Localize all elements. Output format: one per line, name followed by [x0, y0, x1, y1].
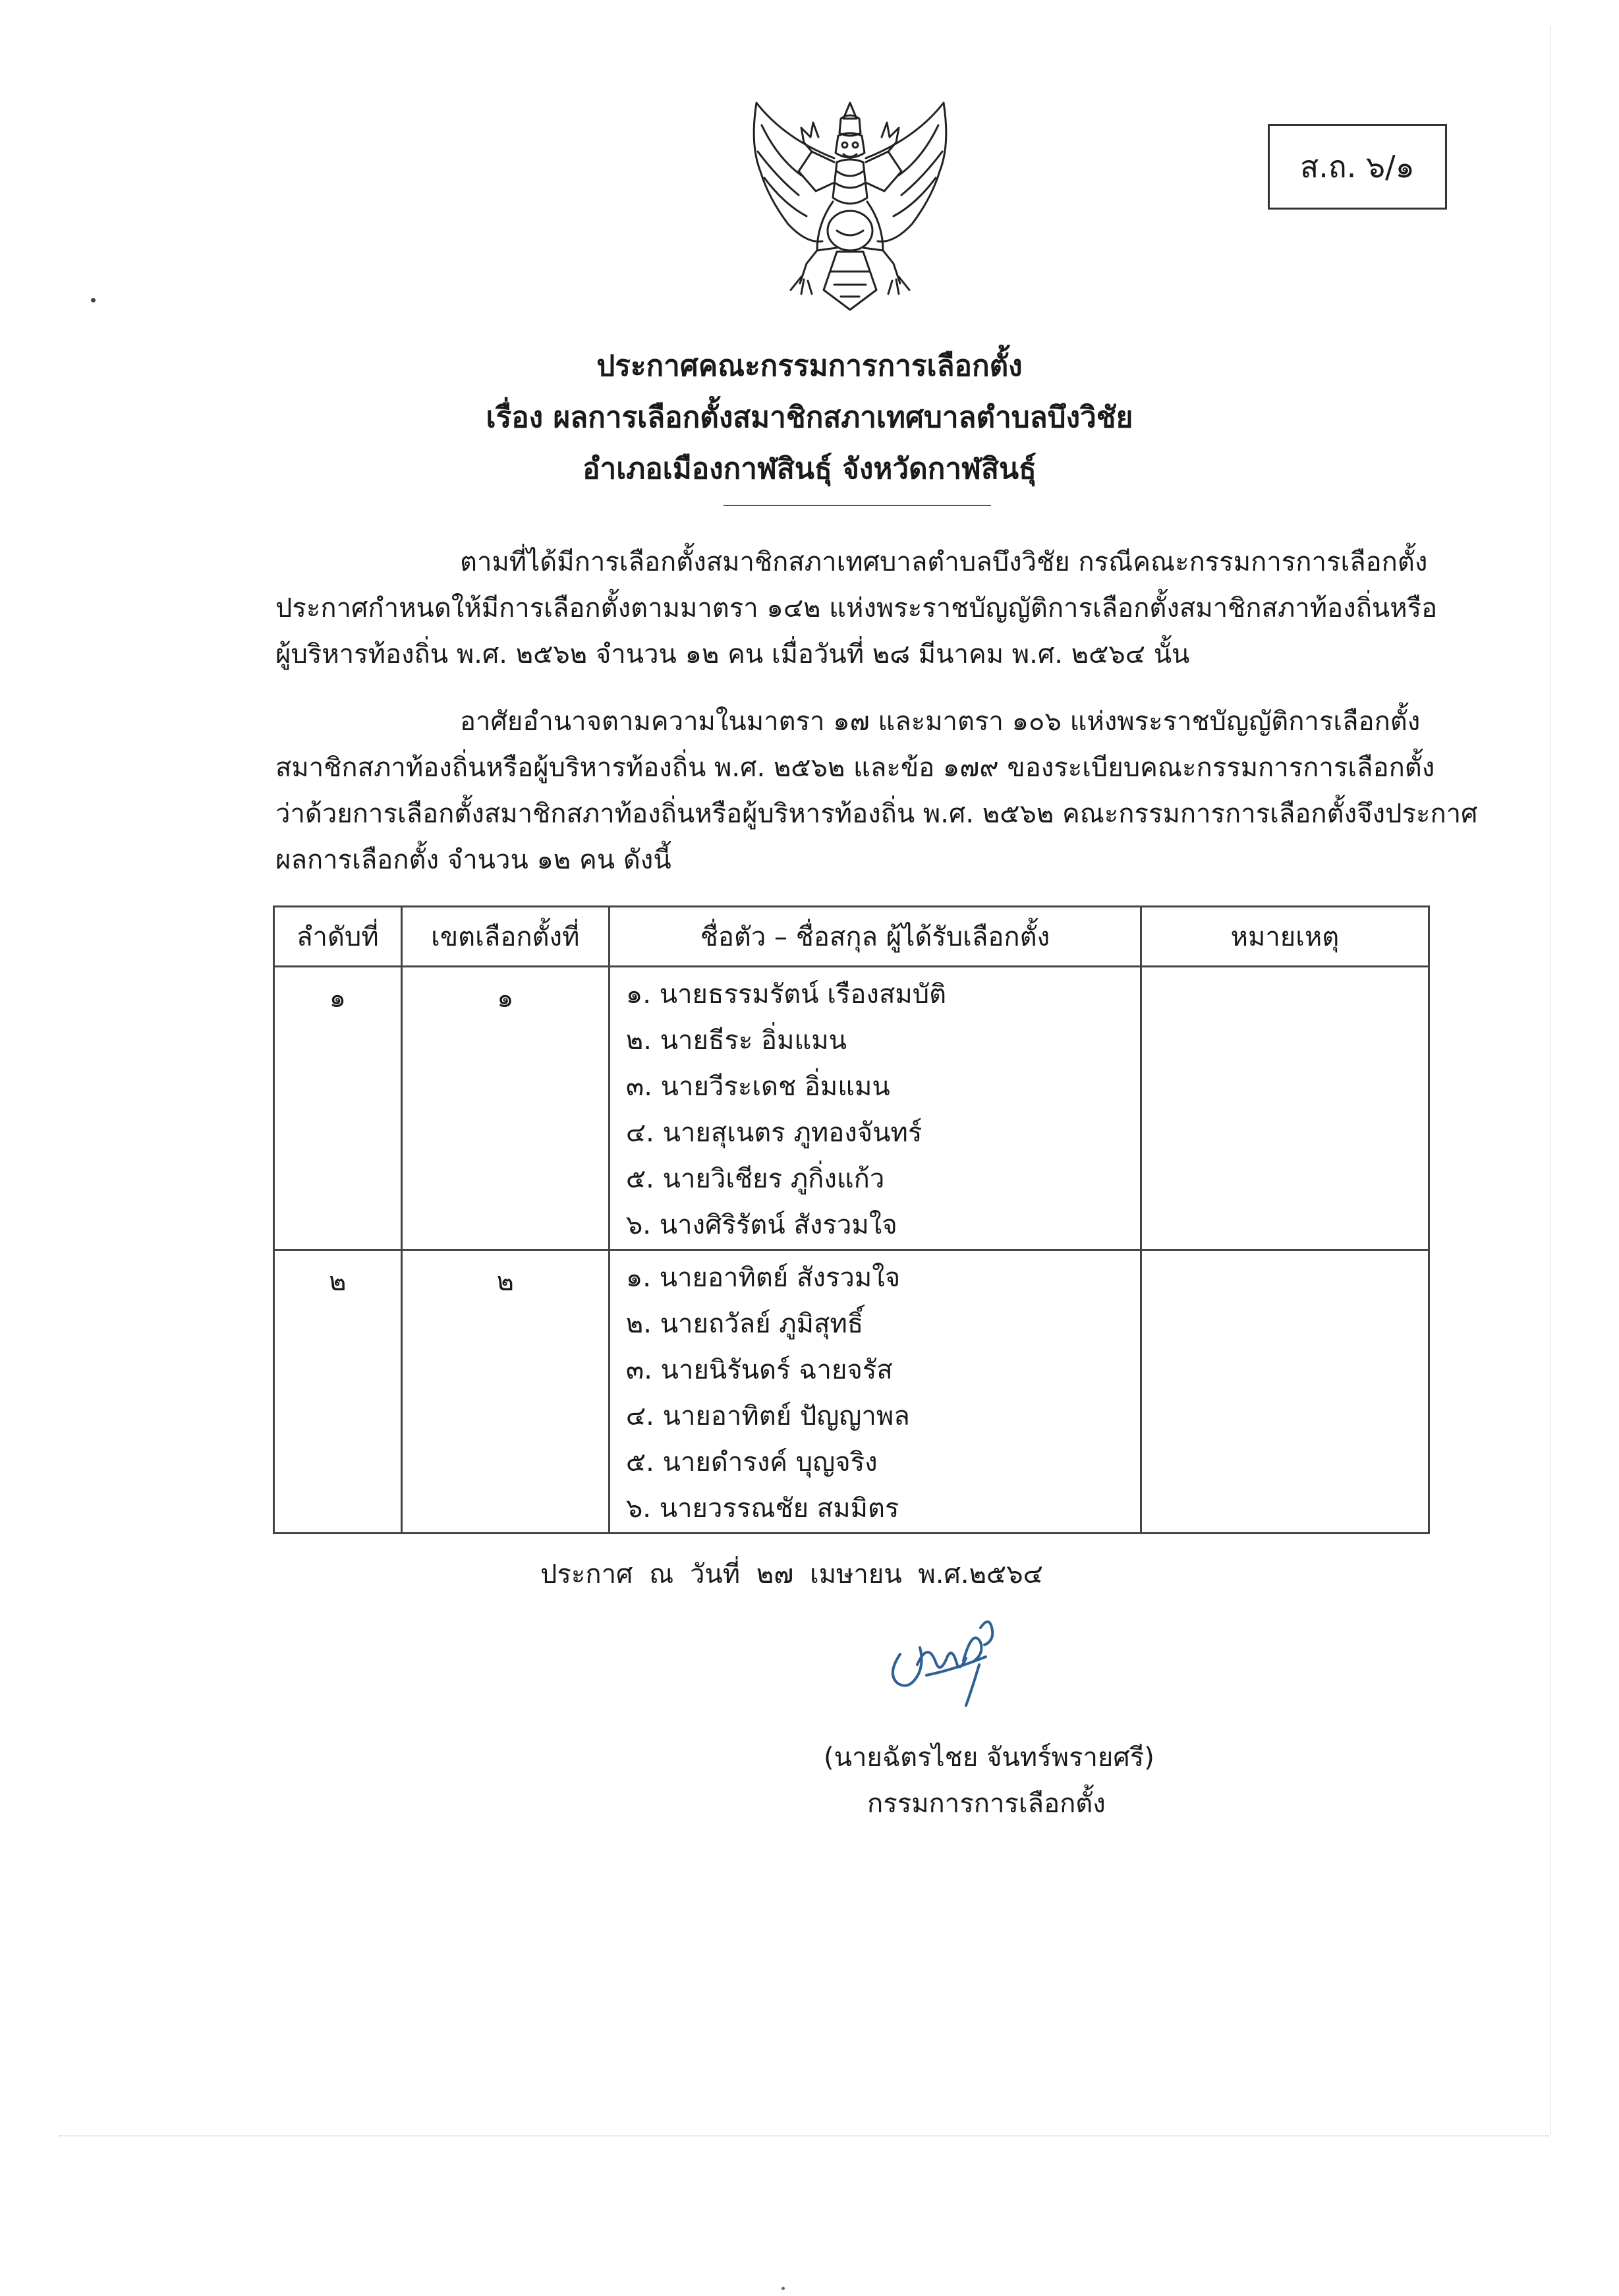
- table-row: [274, 1250, 1429, 1534]
- column-header-remark: หมายเหตุ: [1141, 907, 1429, 967]
- scan-speck: [91, 298, 96, 302]
- document-code-box: ส.ถ. ๖/๑: [1268, 124, 1447, 210]
- paragraph-authority: [275, 699, 1478, 883]
- names-cell: [609, 967, 1141, 1250]
- order-cell: ๒: [274, 1250, 402, 1534]
- signer-title: กรรมการการเลือกตั้ง: [867, 1789, 1106, 1819]
- elected-member: ๔. นายสุเนตร ภูทองจันทร์: [625, 1118, 923, 1148]
- elected-member: ๕. นายดำรงค์ บุญจริง: [625, 1447, 878, 1478]
- elected-member: ๑. นายอาทิตย์ สังรวมใจ: [625, 1263, 901, 1293]
- table-header-row: [274, 907, 1429, 967]
- elected-member: ๑. นายธรรมรัตน์ เรืองสมบัติ: [625, 979, 947, 1010]
- scan-border-bottom: [59, 2135, 1548, 2139]
- paragraph-background: [275, 539, 1438, 677]
- remark-cell: [1141, 1250, 1429, 1534]
- elected-member: ๕. นายวิเชียร ภูกิ่งแก้ว: [625, 1164, 885, 1194]
- paragraph-line: ผลการเลือกตั้ง จำนวน ๑๒ คน ดังนี้: [275, 845, 671, 875]
- paragraph-line: ตามที่ได้มีการเลือกตั้งสมาชิกสภาเทศบาลตำบลบึงวิชัย กรณีคณะกรรมการการเลือกตั้ง: [460, 547, 1428, 577]
- announcement-subject: เรื่อง ผลการเลือกตั้งสมาชิกสภาเทศบาลตำบลบึงวิชัย: [486, 401, 1133, 434]
- announcement-title: ประกาศคณะกรรมการการเลือกตั้ง: [596, 349, 1023, 383]
- paragraph-line: ประกาศกำหนดให้มีการเลือกตั้งตามมาตรา ๑๔๒ แห่งพระราชบัญญัติการเลือกตั้งสมาชิกสภาท้องถิ่นหรือ: [275, 593, 1438, 623]
- order-cell: ๑: [274, 967, 402, 1250]
- column-header-order: ลำดับที่: [274, 907, 402, 967]
- remark-cell: [1141, 967, 1429, 1250]
- elected-member: ๖. นายวรรณชัย สมมิตร: [625, 1493, 899, 1524]
- elected-member: ๒. นายถวัลย์ ภูมิสุทธิ์: [625, 1309, 864, 1339]
- district-cell: ๑: [401, 967, 609, 1250]
- elected-member: ๓. นายนิรันดร์ ฉายจรัส: [625, 1355, 893, 1385]
- paragraph-line: ว่าด้วยการเลือกตั้งสมาชิกสภาท้องถิ่นหรือผู้บริหารท้องถิ่น พ.ศ. ๒๕๖๒ คณะกรรมการการเลือกตั้งจึงประกาศ: [275, 799, 1478, 829]
- table-row: [274, 967, 1429, 1250]
- elected-member: ๓. นายวีระเดช อิ่มแมน: [625, 1072, 890, 1102]
- district-cell: ๒: [401, 1250, 609, 1534]
- names-cell: [609, 1250, 1141, 1534]
- announcement-date: ประกาศ ณ วันที่ ๒๗ เมษายน พ.ศ.๒๕๖๔: [540, 1559, 1043, 1590]
- signer-name: (นายฉัตรไชย จันทร์พรายศรี): [824, 1742, 1154, 1773]
- elected-member: ๒. นายธีระ อิ่มแมน: [625, 1025, 847, 1056]
- paragraph-line: สมาชิกสภาท้องถิ่นหรือผู้บริหารท้องถิ่น พ.ศ. ๒๕๖๒ และข้อ ๑๗๙ ของระเบียบคณะกรรมการการเลือกตั้ง: [275, 753, 1435, 783]
- announcement-location: อำเภอเมืองกาฬสินธุ์ จังหวัดกาฬสินธุ์: [582, 452, 1037, 486]
- handwritten-signature: [880, 1601, 1012, 1713]
- elected-member: ๖. นางศิริรัตน์ สังรวมใจ: [625, 1210, 897, 1240]
- column-header-district: เขตเลือกตั้งที่: [401, 907, 609, 967]
- scan-speck: [781, 2287, 785, 2290]
- paragraph-line: ผู้บริหารท้องถิ่น พ.ศ. ๒๕๖๒ จำนวน ๑๒ คน เมื่อวันที่ ๒๘ มีนาคม พ.ศ. ๒๕๖๔ นั้น: [275, 639, 1190, 670]
- elected-member: ๔. นายอาทิตย์ ปัญญาพล: [625, 1401, 910, 1431]
- column-header-names: ชื่อตัว – ชื่อสกุล ผู้ได้รับเลือกตั้ง: [609, 907, 1141, 967]
- election-results-table: [273, 905, 1430, 1534]
- paragraph-line: อาศัยอำนาจตามความในมาตรา ๑๗ และมาตรา ๑๐๖ แห่งพระราชบัญญัติการเลือกตั้ง: [460, 706, 1421, 737]
- garuda-emblem: [738, 99, 962, 316]
- heading-divider: [724, 505, 991, 506]
